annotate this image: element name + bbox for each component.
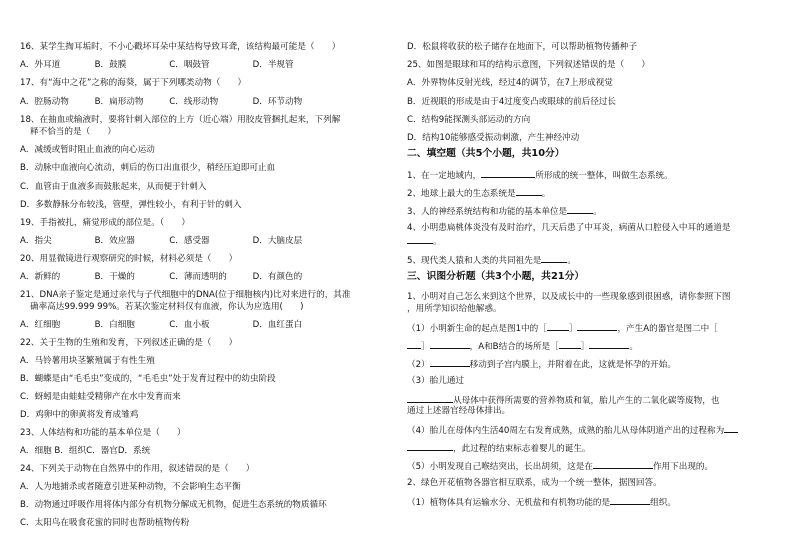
q24-stem: 24、下列关于动物在自然界中的作用，叙述错误的是（ ） xyxy=(20,464,255,474)
q22-option-a: A．马铃薯用块茎繁殖属于有性生殖 xyxy=(20,356,155,366)
q18-option-a: A．减缓或暂时阻止血液的向心运动 xyxy=(20,145,155,155)
analysis-q1-part3-cont2: 通过上述器官经母体排出。 xyxy=(407,406,511,416)
answer-blank xyxy=(589,339,629,349)
analysis-q1-part3-cont: 从母体中获得所需要的营养物质和氧，胎儿产生的二氧化碳等废物，也 xyxy=(407,393,719,407)
q17-stem: 17、有“海中之花”之称的海葵，属于下列哪类动物（ ） xyxy=(20,78,247,88)
q18-option-c: C．血管由于血液多而鼓胀起来，从而便于针刺入 xyxy=(20,182,207,192)
section-3-heading: 三、识图分析题（共3个小题，共21分） xyxy=(407,271,585,282)
analysis-q1-part1: （1）小明新生命的起点是图1中的［ ］ ，产生A的器官是图二中［ xyxy=(407,321,718,335)
answer-blank xyxy=(567,204,593,214)
q25-option-c: C．结构9能探测头部运动的方向 xyxy=(407,115,531,125)
answer-blank xyxy=(407,441,453,451)
analysis-q1-stem-cont: ，用所学知识给他解惑。 xyxy=(407,304,502,314)
q22-option-b: B．蝴蝶是由“毛毛虫”变成的，“毛毛虫”处于发育过程中的幼虫阶段 xyxy=(20,374,276,384)
q25-stem: 25、如图是眼球和耳的结构示意图，下列叙述错误的是（ ） xyxy=(407,60,650,70)
q23-stem: 23、人体结构和功能的基本单位是（ ） xyxy=(20,428,186,438)
fill-q1: 1、在一定地域内， 所形成的统一整体，叫做生态系统。 xyxy=(407,168,673,182)
fill-q2: 2、地球上最大的生态系统是 。 xyxy=(407,186,550,200)
q24-option-d: D．松鼠将收获的松子储存在地面下，可以帮助植物传播种子 xyxy=(407,42,638,52)
answer-blank xyxy=(430,339,470,349)
q21-options: A．红细胞 B．白细胞 C．血小板 D．血红蛋白 xyxy=(20,320,303,330)
answer-blank xyxy=(407,339,421,349)
analysis-q1-part1-cont: ］ ，A和B结合的场所是［ ］ 。 xyxy=(407,339,638,353)
section-2-heading: 二、填空题（共5个小题，共10分） xyxy=(407,148,565,159)
q20-stem: 20、用显微镜进行观察研究的时候，材料必须是（ ） xyxy=(20,254,238,264)
q25-option-d: D．结构10能够感受振动刺激，产生神经冲动 xyxy=(407,133,580,143)
analysis-q1-part5: （5）小明发现自己喉结突出，长出胡须，这是在 作用下出现的。 xyxy=(407,459,713,473)
analysis-q2-stem: 2、绿色开花植物各器官相互联系，成为一个统一整体，据图回答。 xyxy=(407,478,662,488)
q19-options: A．指尖 B．效应器 C．感受器 D．大脑皮层 xyxy=(20,236,303,246)
answer-blank xyxy=(559,339,581,349)
q24-option-b: B．动物通过呼吸作用将体内部分有机物分解成无机物，促进生态系统的物质循环 xyxy=(20,500,327,510)
q21-stem-cont: 确率高达99.999 99%。若某次鉴定材料仅有血液，你认为应选用( ) xyxy=(30,302,304,312)
q20-options: A．新鲜的 B．干燥的 C．薄而透明的 D．有颜色的 xyxy=(20,272,303,282)
q17-options: A．腔肠动物 B．扁形动物 C．线形动物 D．环节动物 xyxy=(20,97,303,107)
q22-option-d: D．鸡卵中的卵黄将发育成雏鸡 xyxy=(20,410,139,420)
q22-option-c: C．蚜蚓是由蛙蛙受精卵产在水中发育而来 xyxy=(20,392,181,402)
q16-options: A．外耳道 B．鼓膜 C．咽鼓管 D．半规管 xyxy=(20,60,294,70)
answer-blank xyxy=(407,393,453,403)
q21-stem: 21、DNA亲子鉴定是通过亲代与子代细胞中的DNA(位于细胞核内)比对来进行的，其准 xyxy=(20,290,351,300)
answer-blank xyxy=(407,234,433,244)
analysis-q2-part1: （1）植物体具有运输水分、无机盐和有机物功能的是 组织。 xyxy=(407,495,676,509)
fill-q5: 5、现代类人猿和人类的共同祖先是 。 xyxy=(407,253,576,267)
fill-q4-answer-line: 。 xyxy=(407,234,442,248)
answer-blank xyxy=(541,253,567,263)
q18-stem-cont: 释不恰当的是（ ） xyxy=(30,127,116,137)
answer-blank xyxy=(481,168,535,178)
answer-blank xyxy=(547,321,569,331)
q25-option-a: A．外界物体反射光线，经过4的调节，在7上形成视觉 xyxy=(407,78,613,88)
analysis-q1-part2: （2） 移动到子宫内膜上，并附着在此，这就是怀孕的开始。 xyxy=(407,357,676,371)
analysis-q1-part4-cont: ，此过程的结束标志着婴儿的诞生。 xyxy=(407,441,591,455)
answer-blank xyxy=(593,459,653,469)
answer-blank xyxy=(724,423,738,433)
q25-option-b: B．近视眼的形成是由于4过度变凸或眼球的前后径过长 xyxy=(407,97,617,107)
q16-stem: 16、某学生掏耳垢时，不小心戳坏耳朵中某结构导致耳聋，该结构最可能是（ ） xyxy=(20,42,341,52)
answer-blank xyxy=(430,357,470,367)
q23-options: A．细胞 B．组织C．器官D．系统 xyxy=(20,446,151,456)
analysis-q1-part3: （3）胎儿通过 xyxy=(407,376,465,386)
q24-option-a: A．人为地捕杀或者随意引进某种动物，不会影响生态平衡 xyxy=(20,482,241,492)
fill-q3: 3、人的神经系统结构和功能的基本单位是 。 xyxy=(407,204,602,218)
q24-option-c: C．太阳鸟在吸食花蜜的同时也帮助植物传粉 xyxy=(20,518,190,528)
q19-stem: 19、手指被扎，痛觉形成的部位是。（ ） xyxy=(20,218,190,228)
q22-stem: 22、关于生物的生殖和发育，下列叙述正确的是（ ） xyxy=(20,338,238,348)
answer-blank xyxy=(610,495,650,505)
analysis-q1-part4: （4）胎儿在母体内生活40周左右发育成熟，成熟的胎儿从母体阴道产出的过程称为 xyxy=(407,423,738,437)
answer-blank xyxy=(577,321,617,331)
q18-option-b: B．动脉中血液向心流动，刺后的伤口出血很少，稍经压迫即可止血 xyxy=(20,163,276,173)
analysis-q1-stem: 1、小明对自己怎么来到这个世界，以及成长中的一些现象感到很困惑，请你参照下图 xyxy=(407,292,731,302)
answer-blank xyxy=(516,186,542,196)
q18-option-d: D．多数静脉分布较浅，管壁，弹性较小，有利于针的刺入 xyxy=(20,200,242,210)
fill-q4: 4、小明患扁桃体炎没有及时治疗，几天后患了中耳炎，病菌从口腔侵入中耳的通道是 xyxy=(407,223,731,233)
q18-stem: 18、在抽血或输液时，要将针刺入部位的上方（近心端）用胶皮管捆扎起来，下列解 xyxy=(20,115,341,125)
